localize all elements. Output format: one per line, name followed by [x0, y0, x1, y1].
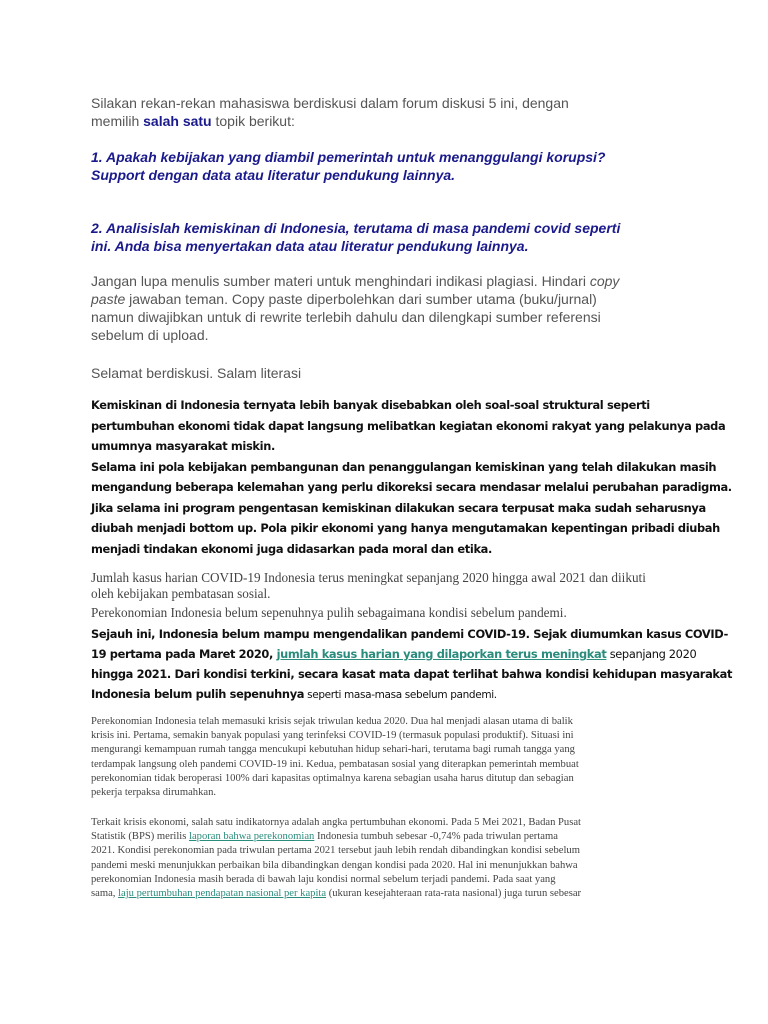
pandemic-paragraph: Sejauh ini, Indonesia belum mampu mengendalikan pandemi COVID-19. Sejak diumumkan kasus COVID- 19 pertama pada Maret 2020, jumlah kasus harian yang dilaporkan terus meningkat sepanjang 2020 hingga 2021. Dari kondisi terkini, secara kasat mata dapat terlihat bahwa kondisi kehidupan masyarakat Indonesia belum pulih sepenuhnya seperti masa-masa sebelum pandemi. — [91, 627, 733, 701]
bps-report-link[interactable]: laporan bahwa perekonomian — [189, 831, 315, 843]
intro-emphasis: salah satu — [143, 113, 212, 129]
economy-paragraph-1-line: pekerja terpaksa dirumahkan. — [91, 787, 217, 799]
answer-line: umumnya masyarakat miskin. — [91, 439, 275, 453]
economy-paragraph-1-line: terdampak langsung oleh pandemi COVID-19 ini. Kedua, pembatasan sosial yang diterapkan pemerintah membuat — [91, 758, 579, 770]
economy-paragraph-1-line: krisis ini. Pertama, semakin banyak populasi yang terinfeksi COVID-19 (termasuk populasi produktif). Situasi ini — [91, 730, 574, 742]
answer-line: diubah menjadi bottom up. Pola pikir ekonomi yang hanya mengutamakan kepentingan pribadi diubah — [91, 521, 720, 535]
closing-text: Selamat berdiskusi. Salam literasi — [91, 365, 302, 381]
economy-paragraph-1-line: mengurangi kemampuan rumah tangga mencukupi kebutuhan hidup sehari-hari, terutama bagi rumah tangga yang — [91, 744, 575, 756]
economy-paragraph-1-line: Perekonomian Indonesia telah memasuki krisis sejak triwulan kedua 2020. Dua hal menjadi alasan utama di balik — [91, 716, 573, 727]
answer-line: pertumbuhan ekonomi tidak dapat langsung melibatkan kegiatan ekonomi rakyat yang pelakunya pada — [91, 418, 726, 433]
income-per-capita-link[interactable]: laju pertumbuhan pendapatan nasional per kapita — [118, 888, 327, 900]
answer-line: mengandung beberapa kelemahan yang perlu dikoreksi secara mendasar melalui perubahan paradigma. — [91, 480, 732, 494]
answer-line: Selama ini pola kebijakan pembangunan dan penanggulangan kemiskinan yang telah dilakukan masih — [91, 459, 717, 474]
question-2: 2. Analisislah kemiskinan di Indonesia, terutama di masa pandemi covid seperti ini. Anda bisa menyertakan data atau literatur pendukung lainnya. — [91, 220, 621, 254]
economy-paragraph-2: Terkait krisis ekonomi, salah satu indikatornya adalah angka pertumbuhan ekonomi. Pada 5 Mei 2021, Badan Pusat Statistik (BPS) merilis laporan bahwa perekonomian Indonesia tumbuh sebesar -0,74% pada triwulan pertama 2021. Kondisi perekonomian pada triwulan pertama 2021 tersebut jauh lebih rendah dibandingkan kondisi sebelum pandemi meski menunjukkan perbaikan bila dibandingkan dengan kondisi pada 2020. Hal ini menunjukkan bahwa perekonomian Indonesia masih berada di bawah laju kondisi normal sebelum terjadi pandemi. Pada saat yang sama, laju pertumbuhan pendapatan nasional per kapita (ukuran kesejahteraan rata-rata nasional) juga turun sebesar — [91, 817, 582, 900]
intro-line-2: memilih salah satu topik berikut: — [91, 113, 295, 129]
reminder-text: Jangan lupa menulis sumber materi untuk menghindari indikasi plagiasi. Hindari copy paste jawaban teman. Copy paste diperbolehkan dari sumber utama (buku/jurnal) namun diwajibkan untuk di rewrite terlebih dahulu dan dilengkapi sumber referensi sebelum di upload. — [91, 273, 620, 343]
covid-paragraph: Jumlah kasus harian COVID-19 Indonesia terus meningkat sepanjang 2020 hingga awal 2021 dan diikuti oleh kebijakan pembatasan sosial. Perekonomian Indonesia belum sepenuhnya pulih sebagaimana kondisi sebelum pandemi. — [91, 570, 646, 620]
intro-text — [91, 94, 569, 130]
economy-paragraph-1 — [91, 715, 678, 800]
answer-line: Jika selama ini program pengentasan kemiskinan dilakukan secara terpusat maka sudah seharusnya — [91, 500, 706, 515]
answer-line: Kemiskinan di Indonesia ternyata lebih banyak disebabkan oleh soal-soal struktural seperti — [91, 398, 650, 412]
intro-line-1: Silakan rekan-rekan mahasiswa berdiskusi dalam forum diskusi 5 ini, dengan — [91, 95, 569, 111]
daily-cases-link[interactable]: jumlah kasus harian yang dilaporkan terus meningkat — [276, 647, 607, 661]
question-1: 1. Apakah kebijakan yang diambil pemerintah untuk menanggulangi korupsi? Support dengan data atau literatur pendukung lainnya. — [91, 149, 606, 183]
answer-paragraph — [91, 395, 732, 559]
answer-line: menjadi tindakan ekonomi juga didasarkan pada moral dan etika. — [91, 541, 492, 556]
economy-paragraph-1-line: perekonomian tidak beroperasi 100% dari kapasitas optimalnya karena sebagian usaha harus ditutup dan sebagian — [91, 772, 574, 784]
